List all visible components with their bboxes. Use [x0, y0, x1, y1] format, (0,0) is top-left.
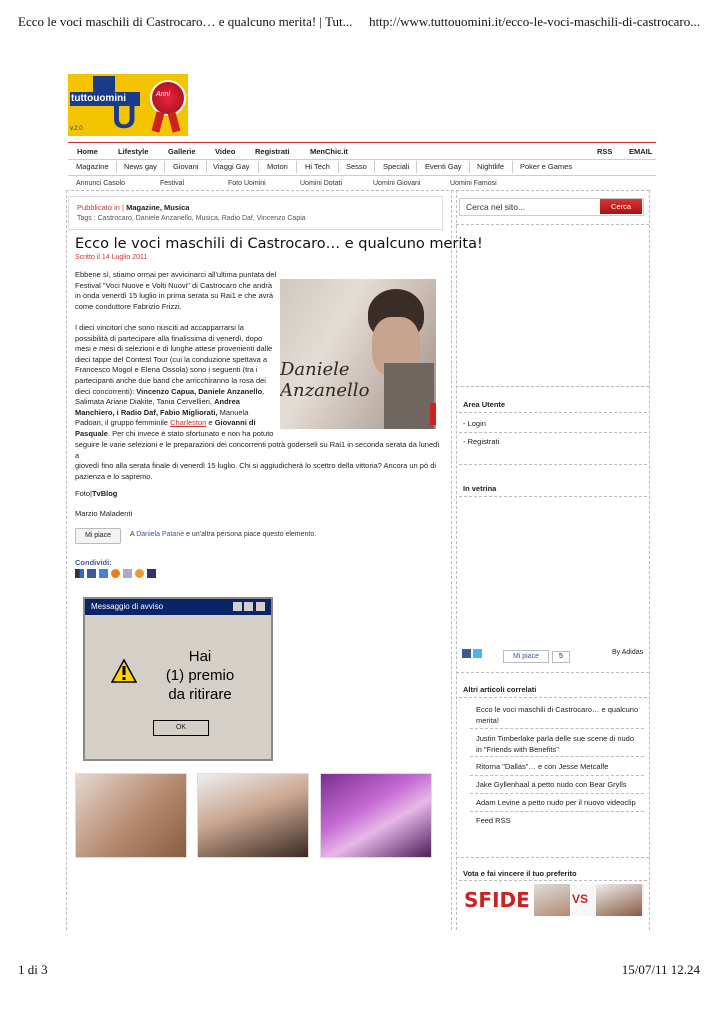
site-logo[interactable]: [68, 74, 188, 136]
sub-nav: [68, 159, 656, 176]
nav-menchic[interactable]: MenChic.it: [310, 147, 348, 156]
liker-name-link[interactable]: Daniela Patanè: [136, 531, 185, 538]
related-title: Altri articoli correlati: [463, 685, 537, 694]
like-count: 5: [552, 651, 570, 663]
related-item[interactable]: Jake Gyllenhaal a petto nudo con Bear Grylls: [476, 780, 627, 789]
dialog-title: Messaggio di avviso: [91, 602, 164, 611]
published-prefix: Pubblicato in |: [77, 203, 124, 212]
article-paragraph-2-cont: [75, 440, 445, 482]
thirdnav-item[interactable]: Annunci Casolo: [76, 180, 126, 186]
photo-credit: Foto|TvBlog: [75, 489, 118, 498]
related-thumbnail[interactable]: [320, 773, 432, 858]
nav-email[interactable]: EMAIL: [629, 147, 653, 156]
maximize-icon[interactable]: [244, 602, 253, 611]
text-line: seguire le varie selezioni e le preparazioni dei concorrenti potrà goderseli su Rai1 in seconda serata da lunedì a: [75, 440, 440, 460]
text-line: I dieci vincitori che sono riusciti ad accapparrarsi la: [75, 323, 244, 332]
nav-home[interactable]: Home: [77, 147, 98, 156]
subnav-speciali[interactable]: Speciali: [383, 162, 410, 171]
vote-title: Vota e fai vincere il tuo preferito: [463, 869, 577, 878]
text-line: come conduttore Fabrizio Frizzi.: [75, 301, 182, 311]
yahoo-icon[interactable]: [147, 569, 156, 578]
text-line: Manchiero, i Radio Daf, Fabio Migliorati, Manuela: [75, 407, 249, 417]
photo-caption: Daniele Anzanello: [280, 359, 370, 401]
print-datetime: 15/07/11 12.24: [621, 962, 700, 977]
third-nav: [68, 178, 656, 186]
article-author: Marzio Maladenti: [75, 509, 133, 518]
subnav-hi-tech[interactable]: Hi Tech: [305, 162, 330, 171]
thirdnav-item[interactable]: Uomini Dotati: [300, 180, 343, 186]
warning-icon: [111, 659, 137, 683]
dialog-ok-button[interactable]: OK: [153, 720, 209, 736]
subnav-nightlife[interactable]: Nightlife: [477, 162, 505, 171]
subnav-poker-games[interactable]: Poker e Games: [520, 162, 573, 171]
thirdnav-item[interactable]: Foto Uomini: [228, 180, 266, 186]
showcase-title: In vetrina: [463, 484, 497, 493]
related-item[interactable]: Ritorna "Dallas"… e con Jesse Metcalfe: [476, 762, 609, 771]
award-badge-text: Anni: [156, 91, 171, 98]
dialog-titlebar: [85, 599, 271, 615]
search-placeholder: Cerca nel sito...: [466, 202, 526, 212]
delicious-icon[interactable]: [75, 569, 84, 578]
main-nav: [68, 142, 656, 160]
close-icon[interactable]: [256, 602, 265, 611]
subnav-sesso[interactable]: Sesso: [346, 162, 367, 171]
text-line: Salimata Ariane Diakite, Tania Cervellieri, Andrea: [75, 397, 240, 407]
text-line: in onda venerdì 15 luglio in prima serata su Rai1 e che avrà: [75, 291, 274, 301]
logo-letter: U: [112, 98, 137, 136]
thirdnav-item[interactable]: Uomini Famosi: [450, 180, 497, 186]
subnav-viaggi-gay[interactable]: Viaggi Gay: [213, 162, 250, 171]
subnav-magazine[interactable]: Magazine: [76, 162, 109, 171]
nav-rss[interactable]: RSS: [597, 147, 613, 156]
text-line: partecipanti anche due band che arricchiranno la rosa dei: [75, 375, 266, 385]
text-line: Ebbene sì, stiamo ormai per avvicinarci all'ultima puntata del: [75, 270, 277, 279]
related-item[interactable]: Justin Timberlake parla delle sue scene di nudo in "Friends with Benefits": [476, 734, 635, 754]
text-line: dieci tappe del Contest Tour (cui la conduzione spettava a: [75, 354, 268, 364]
sfide-text: SFIDE: [464, 888, 530, 912]
text-line: possibilità di partecipare alla finalissima di venerdì, dopo: [75, 333, 263, 343]
text-line: Festival "Voci Nuove e Volti Nuovi" di Castrocaro che andrà: [75, 280, 273, 290]
related-item[interactable]: Adam Levine a petto nudo per il nuovo videoclip: [476, 798, 636, 807]
text-line: giovedì fino alla serata finale di venerdì 15 luglio. Chi si aggiudicherà lo scettro della vittoria? Ancora un pò di: [75, 461, 437, 471]
nav-gallerie[interactable]: Gallerie: [168, 147, 196, 156]
text-line: Francesco Mogol e Elena Ossola) sono i seguenti (tra i: [75, 365, 258, 375]
thirdnav-item[interactable]: Uomini Giovani: [373, 180, 421, 186]
charleston-link[interactable]: Charleston: [170, 418, 207, 428]
showcase-by: By Adidas: [612, 649, 644, 656]
like-summary: A Daniela Patanè e un'altra persona piace questo elemento.: [130, 531, 317, 538]
share-label: Condividi:: [75, 558, 112, 567]
related-item[interactable]: Ecco le voci maschili di Castrocaro… e qualcuno merita!: [476, 705, 639, 725]
article-photo: [280, 279, 436, 429]
register-link[interactable]: - Registrati: [463, 437, 500, 446]
facebook-icon[interactable]: [87, 569, 96, 578]
text-line: Pasquale. Per chi invece è stato sfortunato e non ha potuto: [75, 428, 274, 438]
article-paragraph-1: [75, 270, 280, 312]
text-line: dieci concorrenti): Vincenzo Capua, Daniele Anzanello,: [75, 386, 265, 396]
like-button[interactable]: [75, 528, 121, 544]
warning-dialog-ad[interactable]: [83, 597, 273, 761]
text-line: mesi e mesi di selezioni e di lunghe attese provenienti dalle: [75, 344, 273, 354]
contestant-photo: [534, 884, 570, 916]
tags-line[interactable]: Tags : Castrocaro, Daniele Anzanello, Musica, Radio Daf, Vincenzo Capia: [77, 215, 306, 222]
user-area-title: Area Utente: [463, 400, 506, 409]
google-icon[interactable]: [99, 569, 108, 578]
login-link[interactable]: - Login: [463, 419, 486, 428]
subnav-giovani[interactable]: Giovani: [173, 162, 199, 171]
like-button-label: Mi piace: [84, 532, 112, 539]
publication-info: [68, 196, 443, 230]
print-page-title: Ecco le voci maschili di Castrocaro… e qualcuno merita! | Tut...: [18, 14, 353, 29]
text-line: pazienza e lo sapremo.: [75, 471, 153, 481]
subnav-news-gay[interactable]: News gay: [124, 162, 157, 171]
digg-icon[interactable]: [123, 569, 132, 578]
vs-text: VS: [572, 892, 589, 906]
published-categories[interactable]: Magazine, Musica: [126, 203, 190, 212]
dialog-message: Hai (1) premio da ritirare: [165, 648, 235, 703]
print-page-url: http://www.tuttouomini.it/ecco-le-voci-maschili-di-castrocaro...: [369, 14, 700, 29]
minimize-icon[interactable]: [233, 602, 242, 611]
share-icons: [75, 569, 165, 578]
stumbleupon-icon[interactable]: [111, 569, 120, 578]
thirdnav-item[interactable]: Festival: [160, 180, 185, 186]
related-thumbnail[interactable]: [197, 773, 309, 858]
print-page-number: 1 di 3: [18, 962, 48, 977]
article-date: Scritto il 14 Luglio 2011: [75, 254, 148, 261]
related-thumbnail[interactable]: [75, 773, 187, 858]
logo-brand-text: tuttouomini: [71, 93, 126, 104]
showcase-like-button[interactable]: Mi piace: [503, 650, 549, 663]
nav-lifestyle[interactable]: Lifestyle: [118, 147, 149, 156]
credit-source-link[interactable]: TvBlog: [91, 489, 118, 498]
text-line: Padoan, il gruppo femminile Charleston e Giovanni di: [75, 418, 256, 428]
article-paragraph-2: [75, 323, 280, 440]
sfide-banner[interactable]: [462, 884, 644, 916]
myspace-icon[interactable]: [135, 569, 144, 578]
nav-video[interactable]: Video: [215, 147, 236, 156]
search-button[interactable]: Cerca: [600, 199, 642, 214]
facebook-icon[interactable]: [462, 649, 471, 658]
twitter-icon[interactable]: [473, 649, 482, 658]
article-title: Ecco le voci maschili di Castrocaro… e qualcuno merita!: [75, 236, 483, 252]
contestant-photo: [596, 884, 642, 916]
award-badge-icon: [150, 80, 186, 116]
subnav-motori[interactable]: Motori: [267, 162, 288, 171]
subnav-eventi-gay[interactable]: Eventi Gay: [425, 162, 462, 171]
feed-rss-link[interactable]: Feed RSS: [476, 816, 511, 825]
logo-version: v.2.0: [70, 126, 83, 132]
nav-registrati[interactable]: Registrati: [255, 147, 290, 156]
